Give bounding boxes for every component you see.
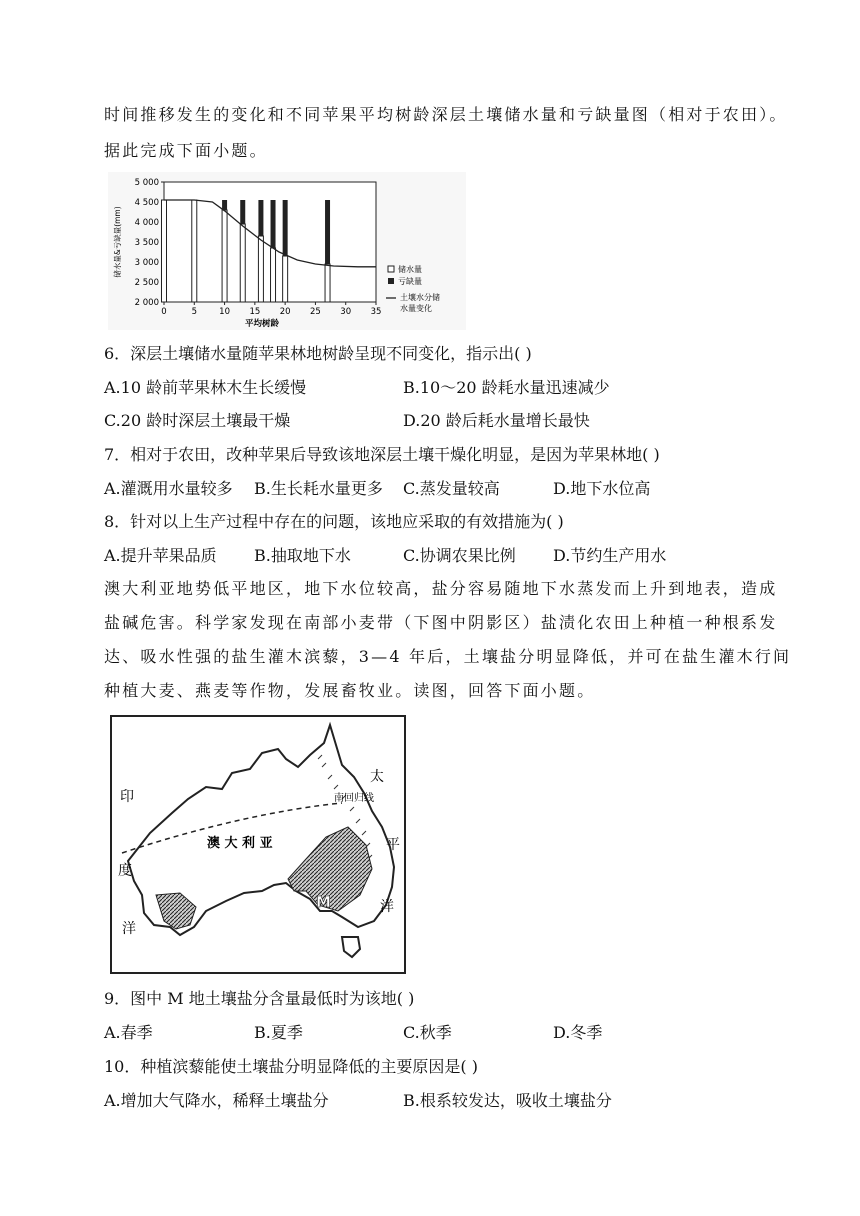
intro-line: 澳大利亚地势低平地区，地下水位较高，盐分容易随地下水蒸发而上升到地表，造成 xyxy=(104,579,778,598)
deficit-bar xyxy=(258,200,263,236)
storage-bar xyxy=(222,210,227,302)
storage-bar xyxy=(258,236,263,302)
ocean-label-pacific-1: 太 xyxy=(370,769,384,785)
ocean-label-indian-3: 洋 xyxy=(122,921,136,937)
australia-map xyxy=(110,715,406,974)
legend-swatch-storage xyxy=(388,266,394,272)
soil-water-chart xyxy=(108,172,466,330)
map-svg xyxy=(110,715,406,974)
q9-option-d[interactable]: D.冬季 xyxy=(553,1023,603,1042)
q8-option-b[interactable]: B.抽取地下水 xyxy=(254,546,351,565)
legend-swatch-deficit xyxy=(388,278,394,284)
intro-line: 达、吸水性强的盐生灌木滨藜，3—4 年后，土壤盐分明显降低，并可在盐生灌木行间 xyxy=(104,647,792,666)
q7-option-d[interactable]: D.地下水位高 xyxy=(553,479,651,498)
y-tick-label: 2 500 xyxy=(134,278,159,288)
ocean-label-pacific-2: 平 xyxy=(386,837,400,853)
x-tick-label: 5 xyxy=(191,307,197,317)
intro-line: 种植大麦、燕麦等作物，发展畜牧业。读图，回答下面小题。 xyxy=(104,681,596,700)
x-tick-label: 30 xyxy=(340,307,352,317)
legend-label-line-1: 土壤水分储 xyxy=(400,293,440,302)
legend-label-storage: 储水量 xyxy=(398,265,422,274)
q10-option-a[interactable]: A.增加大气降水，稀释土壤盐分 xyxy=(104,1091,329,1110)
q9-option-c[interactable]: C.秋季 xyxy=(403,1023,452,1042)
x-tick-label: 20 xyxy=(279,307,291,317)
q9-option-b[interactable]: B.夏季 xyxy=(254,1023,303,1042)
deficit-bar xyxy=(283,200,288,256)
question-10-stem: 10．种植滨藜能使土壤盐分明显降低的主要原因是( ) xyxy=(104,1057,478,1076)
intro-line: 时间推移发生的变化和不同苹果平均树龄深层土壤储水量和亏缺量图（相对于农田）。 xyxy=(104,105,788,124)
ocean-label-indian-2: 度 xyxy=(118,863,132,879)
x-tick-label: 15 xyxy=(249,307,261,317)
question-6-stem: 6．深层土壤储水量随苹果林地树龄呈现不同变化，指示出( ) xyxy=(104,344,532,363)
intro-line: 盐碱危害。科学家发现在南部小麦带（下图中阴影区）盐渍化农田上种植一种根系发 xyxy=(104,613,778,632)
q7-option-c[interactable]: C.蒸发量较高 xyxy=(403,479,500,498)
y-tick-label: 2 000 xyxy=(134,298,159,308)
question-9-stem: 9．图中 M 地土壤盐分含量最低时为该地( ) xyxy=(104,989,415,1008)
deficit-bar xyxy=(240,200,245,224)
y-axis-label: 储水量&亏缺量(mm) xyxy=(113,206,122,278)
x-tick-label: 10 xyxy=(219,307,230,317)
country-label: 澳 大 利 亚 xyxy=(207,836,273,851)
q8-option-a[interactable]: A.提升苹果品质 xyxy=(104,546,217,565)
y-tick-label: 4 000 xyxy=(134,218,159,228)
q6-option-a[interactable]: A.10 龄前苹果林木生长缓慢 xyxy=(104,378,307,397)
x-tick-label: 0 xyxy=(161,307,167,317)
y-tick-label: 4 500 xyxy=(134,198,159,208)
q7-option-b[interactable]: B.生长耗水量更多 xyxy=(254,479,383,498)
q6-option-b[interactable]: B.10～20 龄耗水量迅速减少 xyxy=(403,378,610,397)
legend-label-line-2: 水量变化 xyxy=(400,304,432,313)
tropic-label: 南回归线 xyxy=(334,793,374,804)
ocean-label-indian-1: 印 xyxy=(120,789,134,805)
deficit-bar xyxy=(222,200,227,210)
q10-option-b[interactable]: B.根系较发达，吸收土壤盐分 xyxy=(403,1091,612,1110)
y-tick-label: 3 000 xyxy=(134,258,159,268)
storage-bar xyxy=(240,224,245,302)
q8-option-d[interactable]: D.节约生产用水 xyxy=(553,546,667,565)
chart-svg xyxy=(108,172,466,330)
q6-option-d[interactable]: D.20 龄后耗水量增长最快 xyxy=(403,411,590,430)
ocean-label-pacific-3: 洋 xyxy=(380,899,394,915)
storage-bar xyxy=(271,248,276,302)
point-m-label: M xyxy=(316,893,331,911)
storage-bar xyxy=(283,256,288,302)
question-7-stem: 7．相对于农田，改种苹果后导致该地深层土壤干燥化明显，是因为苹果林地( ) xyxy=(104,445,660,464)
q8-option-c[interactable]: C.协调农果比例 xyxy=(403,546,516,565)
legend-label-deficit: 亏缺量 xyxy=(398,277,422,286)
intro-line: 据此完成下面小题。 xyxy=(104,141,268,160)
deficit-bar xyxy=(325,200,330,264)
deficit-bar xyxy=(271,200,276,248)
storage-bar xyxy=(162,200,167,302)
x-axis-label: 平均树龄 xyxy=(244,319,280,329)
y-tick-label: 3 500 xyxy=(134,238,159,248)
q6-option-c[interactable]: C.20 龄时深层土壤最干燥 xyxy=(104,411,291,430)
x-tick-label: 25 xyxy=(310,307,321,317)
storage-bar xyxy=(325,264,330,302)
x-tick-label: 35 xyxy=(370,307,382,317)
y-tick-label: 5 000 xyxy=(134,178,159,188)
storage-bar xyxy=(192,200,197,302)
q9-option-a[interactable]: A.春季 xyxy=(104,1023,153,1042)
question-8-stem: 8．针对以上生产过程中存在的问题，该地应采取的有效措施为( ) xyxy=(104,512,564,531)
q7-option-a[interactable]: A.灌溉用水量较多 xyxy=(104,479,233,498)
